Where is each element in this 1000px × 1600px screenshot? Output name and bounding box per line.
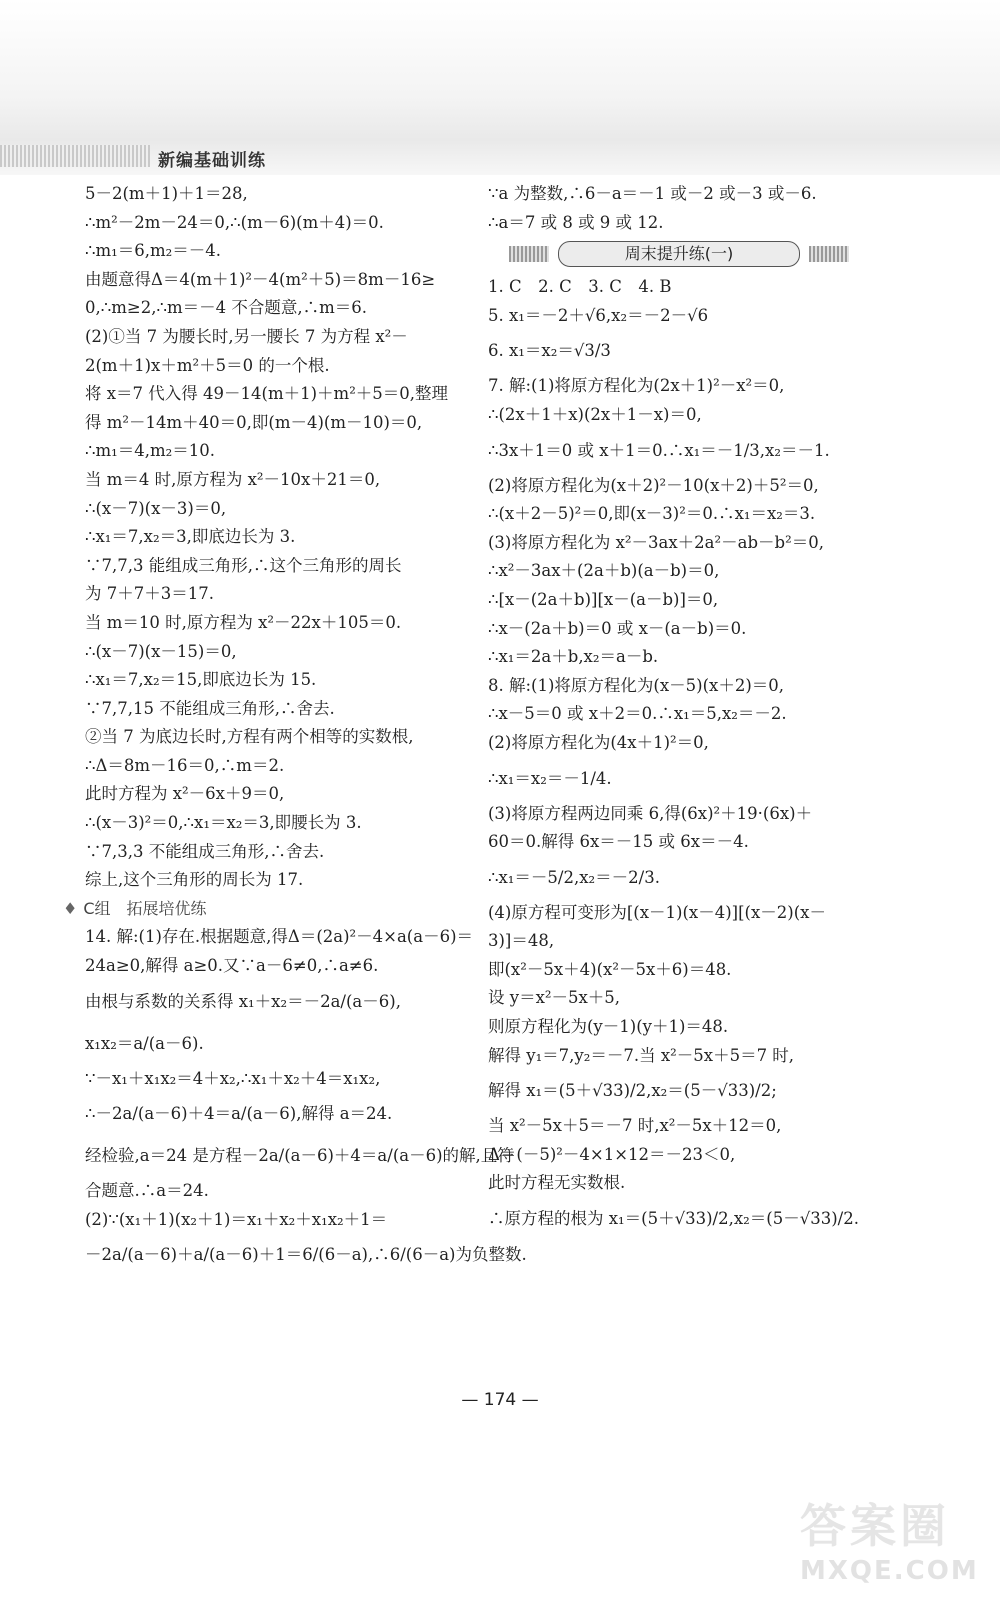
answer-line: Δ＝(－5)²－4×1×12＝－23＜0, [488,1144,736,1164]
section-heading-c [63,895,470,924]
answer-line: 6. x₁＝x₂＝√3/3 [488,341,611,361]
solution-line: 14. 解:(1)存在.根据题意,得Δ＝(2a)²－4×a(a－6)＝ [85,927,474,947]
book-series-title: 新编基础训练 [158,151,266,171]
answer-line: 3)]＝48, [488,931,555,951]
answer-line: ∴[x－(2a＋b)][x－(a－b)]＝0, [488,589,719,609]
solution-line: ∴a＝7 或 8 或 9 或 12. [488,212,664,232]
answer-line: ∴3x＋1＝0 或 x＋1＝0.∴x₁＝－1/3,x₂＝－1. [488,440,830,460]
answer-line: (3)将原方程化为 x²－3ax＋2a²－ab－b²＝0, [488,532,824,552]
scanned-header-band [0,0,1000,175]
right-continuation-block [488,180,868,237]
page-number: — 174 — [461,1390,539,1410]
solution-line: 为 7＋7＋3＝17. [85,584,214,604]
solution-line: 2(m＋1)x＋m²＋5＝0 的一个根. [85,355,330,375]
solution-line: ∴－2a/(a－6)＋4＝a/(a－6),解得 a＝24. [85,1104,393,1124]
solution-line: ∴(x－3)²＝0,∴x₁＝x₂＝3,即腰长为 3. [85,813,362,833]
answer-line: (2)将原方程化为(4x＋1)²＝0, [488,732,709,752]
answer-line: (2)将原方程化为(x＋2)²－10(x＋2)＋5²＝0, [488,475,819,495]
answer-line: ∴x₁＝－5/2,x₂＝－2/3. [488,867,660,887]
answer-line: (4)原方程可变形为[(x－1)(x－4)][(x－2)(x－ [488,902,826,922]
solution-line: 由题意得Δ＝4(m＋1)²－4(m²＋5)＝8m－16≥ [85,269,436,289]
answer-line: ∴x－(2a＋b)＝0 或 x－(a－b)＝0. [488,618,747,638]
solution-line: 由根与系数的关系得 x₁＋x₂＝－2a/(a－6), [85,991,401,1011]
weekend-practice-answers [488,273,868,1240]
site-watermark-logo [800,1490,990,1590]
solution-line: 此时方程为 x²－6x＋9＝0, [85,784,285,804]
answer-line: ∴原方程的根为 x₁＝(5＋√33)/2,x₂＝(5－√33)/2. [488,1209,859,1229]
solution-line: 将 x＝7 代入得 49－14(m＋1)＋m²＋5＝0,整理 [85,384,449,404]
watermark-text-url: MXQE.COM [800,1556,979,1586]
answer-line: 60＝0.解得 6x＝－15 或 6x＝－4. [488,832,749,852]
solution-line: ∵a 为整数,∴6－a＝－1 或－2 或－3 或－6. [488,184,817,203]
answer-line: 解得 x₁＝(5＋√33)/2,x₂＝(5－√33)/2; [488,1081,777,1101]
answer-line: 8. 解:(1)将原方程化为(x－5)(x＋2)＝0, [488,675,785,695]
answer-line: ∴x₁＝x₂＝－1/4. [488,768,612,788]
solution-line: ∵－x₁＋x₁x₂＝4＋x₂,∴x₁＋x₂＋4＝x₁x₂, [85,1068,381,1088]
solution-line: ∴m₁＝4,m₂＝10. [85,441,216,461]
watermark-text-cn: 答案圈 [800,1499,950,1553]
solution-line: ∵7,3,3 不能组成三角形,∴舍去. [85,841,325,861]
answer-line: 设 y＝x²－5x＋5, [488,988,621,1008]
solution-line: 综上,这个三角形的周长为 17. [85,870,304,890]
solution-line: x₁x₂＝a/(a－6). [85,1033,204,1053]
solution-line: (2)∵(x₁＋1)(x₂＋1)＝x₁＋x₂＋x₁x₂＋1＝ [85,1209,388,1229]
answer-line: 5. x₁＝－2＋√6,x₂＝－2－√6 [488,305,709,325]
header-decoration-stripe [0,145,150,167]
answer-line: 当 x²－5x＋5＝－7 时,x²－5x＋12＝0, [488,1116,782,1136]
solution-line: ②当 7 为底边长时,方程有两个相等的实数根, [85,727,414,747]
right-column [488,180,868,1240]
answer-line: 此时方程无实数根. [488,1173,626,1193]
left-solution-block [85,180,470,895]
solution-line: 得 m²－14m＋40＝0,即(m－4)(m－10)＝0, [85,412,423,432]
solution-line: ∴(x－7)(x－15)＝0, [85,641,237,661]
solution-line: ∵7,7,3 能组成三角形,∴这个三角形的周长 [85,555,402,575]
solution-line: ∴x₁＝7,x₂＝3,即底边长为 3. [85,527,296,547]
badge-label: 周末提升练(一) [624,244,734,264]
solution-line: 24a≥0,解得 a≥0.又∵a－6≠0,∴a≠6. [85,956,379,976]
section-heading-text: C组 拓展培优练 [83,898,207,918]
solution-line: ∴x₁＝7,x₂＝15,即底边长为 15. [85,670,317,690]
weekend-practice-badge [558,241,800,267]
answer-line: ∴(2x＋1＋x)(2x＋1－x)＝0, [488,404,702,424]
solution-line: 经检验,a＝24 是方程－2a/(a－6)＋4＝a/(a－6)的解,且符 [85,1146,514,1166]
solution-line: ∴m²－2m－24＝0,∴(m－6)(m＋4)＝0. [85,212,384,232]
diamond-icon: ♦ [63,898,78,918]
answer-line: ∴x－5＝0 或 x＋2＝0.∴x₁＝5,x₂＝－2. [488,704,787,724]
answer-line: 即(x²－5x＋4)(x²－5x＋6)＝48. [488,959,732,979]
solution-line: (2)①当 7 为腰长时,另一腰长 7 为方程 x²－ [85,326,408,346]
solution-line: ∵7,7,15 不能组成三角形,∴舍去. [85,698,335,718]
answer-line: 解得 y₁＝7,y₂＝－7.当 x²－5x＋5＝7 时, [488,1045,795,1065]
solution-line: 合题意.∴a＝24. [85,1181,209,1201]
answer-line: ∴x²－3ax＋(2a＋b)(a－b)＝0, [488,561,720,581]
solution-line: ∴(x－7)(x－3)＝0, [85,498,227,518]
solution-line: 当 m＝4 时,原方程为 x²－10x＋21＝0, [85,469,381,489]
solution-line: 5－2(m＋1)＋1＝28, [85,184,248,203]
answer-line: 1. C 2. C 3. C 4. B [488,277,672,297]
solution-line: －2a/(a－6)＋a/(a－6)＋1＝6/(6－a),∴6/(6－a)为负整数. [85,1245,527,1265]
solution-line: ∴m₁＝6,m₂＝－4. [85,241,222,261]
answer-line: ∴(x＋2－5)²＝0,即(x－3)²＝0.∴x₁＝x₂＝3. [488,504,816,524]
solution-line: 当 m＝10 时,原方程为 x²－22x＋105＝0. [85,612,402,632]
answer-line: (3)将原方程两边同乘 6,得(6x)²＋19·(6x)＋ [488,803,813,823]
solution-line: ∴Δ＝8m－16＝0,∴m＝2. [85,755,285,775]
answer-line: 7. 解:(1)将原方程化为(2x＋1)²－x²＝0, [488,376,785,396]
solution-line: 0,∴m≥2,∴m＝－4 不合题意,∴m＝6. [85,298,367,318]
answer-line: 则原方程化为(y－1)(y＋1)＝48. [488,1017,729,1037]
answer-line: ∴x₁＝2a＋b,x₂＝a－b. [488,647,659,667]
